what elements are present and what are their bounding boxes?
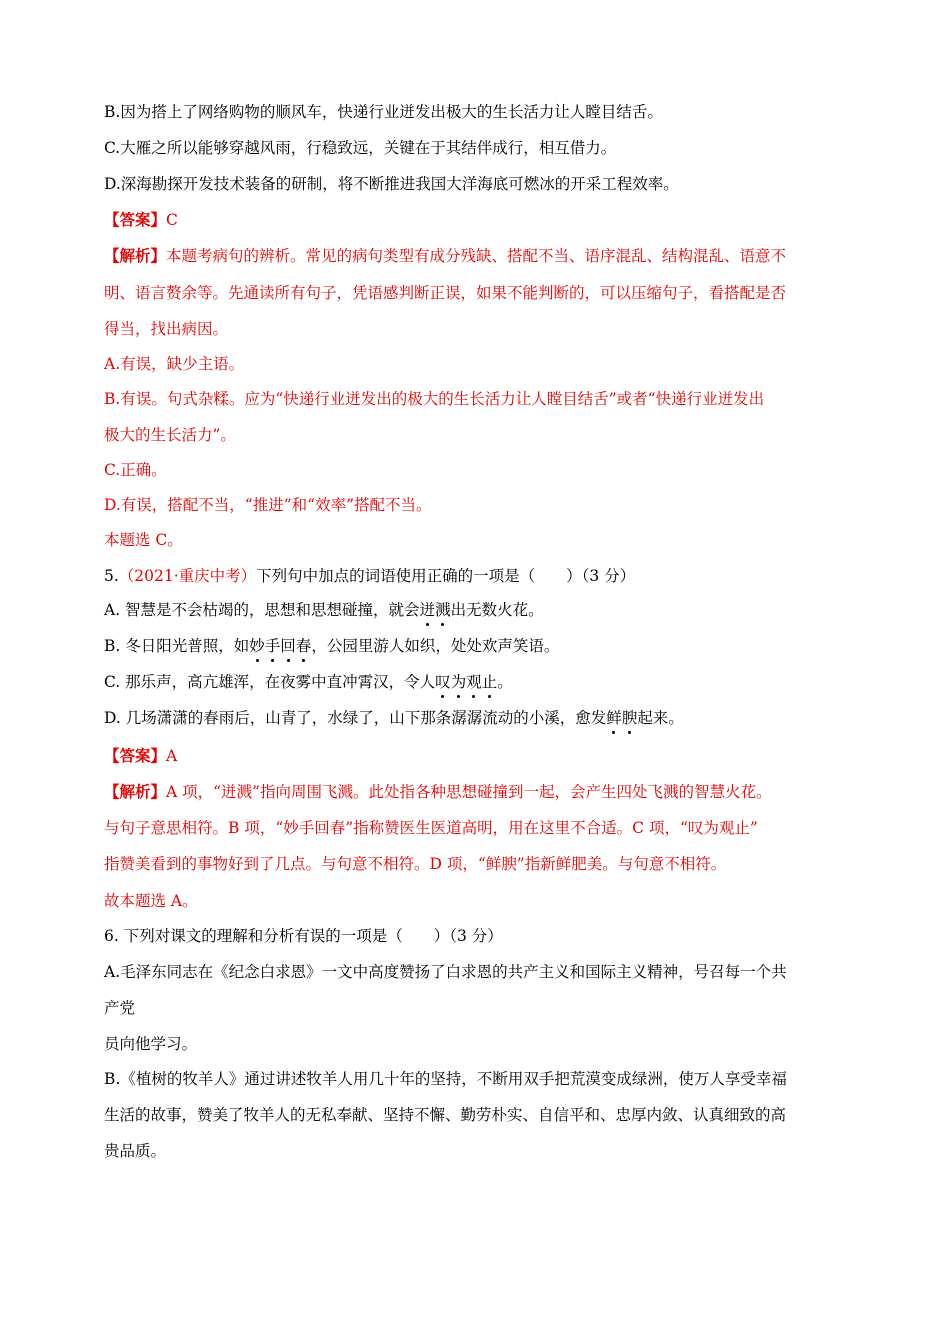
q5-analysis-line2: 与句子意思相符。B 项，“妙手回春”指称赞医生医道高明，用在这里不合适。C 项，“叹为观止” (104, 819, 758, 837)
q6-option-b-line1: B.《植树的牧羊人》通过讲述牧羊人用几十年的坚持，不断用双手把荒漠变成绿洲，使万人享受幸福 (104, 1070, 787, 1088)
question-source: （2021·重庆中考） (118, 567, 257, 585)
q4-option-b: B.因为搭上了网络购物的顺风车，快递行业迸发出极大的生长活力让人瞠目结舌。 (104, 103, 663, 121)
q4-answer (104, 210, 178, 230)
q4-analysis-line1 (104, 246, 786, 266)
emphasized-char: 为 (450, 673, 467, 691)
option-text: 。 (497, 673, 513, 691)
q6-option-a-line3: 员向他学习。 (104, 1035, 198, 1053)
emphasized-char: 止 (481, 673, 498, 691)
option-text: A. 智慧是不会枯竭的，思想和思想碰撞，就会 (104, 601, 420, 619)
q5-analysis-line3: 指赞美看到的事物好到了几点。与句意不相符。D 项，“鲜腴”指新鲜肥美。与句意不相符。 (104, 855, 727, 873)
question-number: 5. (104, 567, 119, 585)
emphasized-char: 春 (295, 637, 312, 655)
q5-option-d (104, 708, 684, 728)
option-text: 出无数火花。 (450, 601, 544, 619)
q5-stem (104, 566, 635, 586)
option-text: C. 那乐声，高亢雄浑，在夜雾中直冲霄汉，令人 (104, 673, 436, 691)
answer-value: A (166, 747, 178, 765)
answer-value: C (166, 211, 178, 229)
q5-option-c (104, 672, 513, 692)
emphasized-char: 腴 (621, 709, 638, 727)
q4-option-d: D.深海勘探开发技术装备的研制，将不断推进我国大洋海底可燃冰的开采工程效率。 (104, 175, 679, 193)
option-text: ，公园里游人如织，处处欢声笑语。 (311, 637, 560, 655)
analysis-tag: 【解析】 (104, 782, 167, 801)
q6-option-b-line3: 贵品质。 (104, 1142, 167, 1160)
emphasized-char: 溅 (435, 601, 451, 619)
option-text: 起来。 (637, 709, 684, 727)
q6-option-b-line2: 生活的故事，赞美了牧羊人的无私奉献、坚持不懈、勤劳朴实、自信平和、忠厚内敛、认真细致的高 (104, 1106, 787, 1124)
q5-analysis-line1 (104, 782, 772, 802)
q6-stem: 6. 下列对课文的理解和分析有误的一项是（ ）（3 分） (104, 927, 503, 945)
option-text: B. 冬日阳光普照，如 (104, 637, 250, 655)
q4-option-c: C.大雁之所以能够穿越风雨，行稳致远，关键在于其结伴成行，相互借力。 (104, 139, 617, 157)
q4-conclusion: 本题选 C。 (104, 531, 183, 549)
emphasized-char: 叹 (435, 673, 451, 691)
q4-analysis-b-line1: B.有误。句式杂糅。应为“快递行业迸发出的极大的生长活力让人瞠目结舌”或者“快递行业迸发出 (104, 390, 765, 408)
answer-tag: 【答案】 (104, 746, 167, 765)
q5-option-a (104, 600, 544, 620)
option-text: D. 几场潇潇的春雨后，山青了，水绿了，山下那条潺潺流动的小溪，愈发 (104, 709, 607, 727)
q6-option-a-line1: A.毛泽东同志在《纪念白求恩》一文中高度赞扬了白求恩的共产主义和国际主义精神，号召每一个共 (104, 963, 787, 981)
question-stem: 下列句中加点的词语使用正确的一项是（ ）（3 分） (256, 567, 636, 585)
q5-conclusion: 故本题选 A。 (104, 892, 198, 910)
analysis-tag: 【解析】 (104, 246, 167, 265)
q4-analysis-line2: 明、语言赘余等。先通读所有句子，凭语感判断正误，如果不能判断的，可以压缩句子，看搭配是否 (104, 284, 787, 302)
q6-option-a-line2: 产党 (104, 999, 136, 1017)
q4-analysis-d: D.有误，搭配不当，“推进”和“效率”搭配不当。 (104, 496, 432, 514)
answer-tag: 【答案】 (104, 210, 167, 229)
analysis-text: 本题考病句的辨析。常见的病句类型有成分残缺、搭配不当、语序混乱、结构混乱、语意不 (166, 247, 787, 265)
q5-option-b (104, 636, 559, 656)
q4-analysis-a: A.有误，缺少主语。 (104, 355, 245, 373)
q4-analysis-c: C.正确。 (104, 461, 167, 479)
q4-analysis-b-line2: 极大的生长活力”。 (104, 426, 236, 444)
emphasized-char: 妙 (249, 637, 265, 655)
emphasized-char: 手 (264, 637, 281, 655)
emphasized-char: 回 (280, 637, 296, 655)
emphasized-char: 鲜 (606, 709, 622, 727)
q4-analysis-line3: 得当，找出病因。 (104, 320, 229, 338)
emphasized-char: 观 (466, 673, 482, 691)
emphasized-char: 迸 (419, 601, 436, 619)
q5-answer (104, 746, 177, 766)
analysis-text: A 项，“迸溅”指向周围飞溅。此处指各种思想碰撞到一起，会产生四处飞溅的智慧火花。 (166, 783, 772, 801)
